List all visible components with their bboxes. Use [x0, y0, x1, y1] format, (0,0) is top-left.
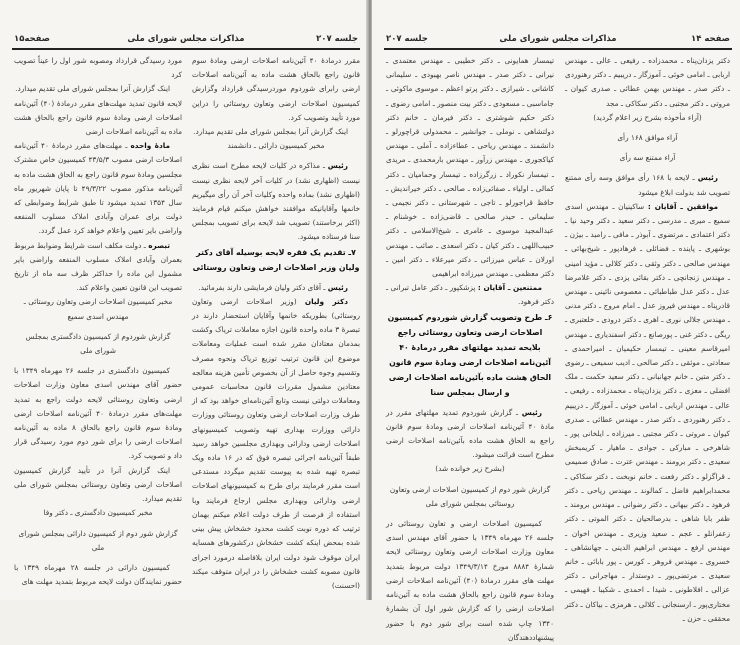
speaker-paragraph	[192, 281, 360, 295]
page-header	[384, 34, 732, 50]
left-page	[0, 0, 368, 600]
paragraph: مقرر درمادهٔ ۴۰ آئین‌نامه اصلاحات ارضی ومادهٔ سوم قانون راجع بالحاق هشت ماده به آئین‌نامه اصلاحات ارضی رابرای شوردوم موردرسیدگی قرارداد وگزارش کمیسیون اصلاحات ارضی وتعاون روستائی را دراین مورد تأیید وتصویب کرد.	[192, 56, 360, 122]
speech-text: (وزیر اصلاحات ارضی وتعاون روستائی) بطوریکه خانمها وآقایان استحضار دارند در تبصرهٔ ۳ ماده واحده قانون اجازه معاملات تریاک وکشت بمدمان معتادان مقرر شده است عملیات ومعاملات موضوع این قانون ترتیب توزیع تریاک ونحوه مصرف وتقسیم وجوه حاصل از آن بخصوص تأمین هزینه معالجه معتادین مشمول مقررات قانون محاسبات عمومی ومعاملات دولتی نیست وتابع آئین‌نامه‌ای خواهد بود که از طرف وزارت اصلاحات ارضی وتعاون روستائی ووزارت دارائی ووزارت بهداری تهیه وتصویب کمیسیونهای اصلاحات ارضی ودارائی وبهداری مجلسین خواهد رسید طبقاً آئین‌نامه اجرائی تبصره فوق که در ۱۶ ماده ویک تبصره تهیه شده به پیوست تقدیم میگردد مستدعی است مقرر فرمایند برای طرح به کمیسیونهای اصلاحات ارضی ودارائی وبهداری مجلس ارجاع فرمایند وبا استفاده از فرصت از طرف دولت اعلام میکنم بهمان ترتیب که دوره نوبت کشت محدود خشخاش پیش بینی شده بمحض اینکه کشت خشخاش درکشورهای همسایه ایران موقوف شود دولت ایران بلافاصله درمورد اجرای قانون مصوبه کشت خشخاش را در ایران متوقف میکند (احسنت)	[192, 296, 360, 590]
speaker-name: تبصره	[148, 240, 171, 250]
paragraph: کمیسیون اصلاحات ارضی و تعاون روستائی در جلسه ۲۶ مهرماه ۱۳۴۹ با حضور آقای مهندس اسدی معاون وزارت اصلاحات ارضی وتعاون روستائی لایحه شمارهٔ ۸۸۸۴ مورخ ۱۳۴۹/۳/۱۴ دولت مربوط بتمدید مهلت های مقرر درمادهٔ (۴۰) آئین‌نامه اصلاحات ارضی ومادهٔ سوم قانون راجع بالحاق هشت ماده به آئین‌نامه اصلاحات ارضی را که گزارش شور اول آن بشمارهٔ ۱۳۴۰ چاپ شده است برای شور دوم با حضور پیشنهاددهندگان	[386, 519, 555, 642]
speaker-paragraph	[565, 171, 730, 199]
paragraph: لایحه قانون تمدید مهلت‌های مقرر درمادهٔ (۴۰) آئین‌نامه اصلاحات ارضی ومادهٔ سوم قانون راجع بالحاق هشت ماده به آئین‌نامه اصلاحات ارضی	[14, 98, 182, 137]
speaker-paragraph	[192, 295, 360, 593]
paragraph: کمیسیون دارائی در جلسه ۲۸ مهرماه ۱۳۴۹ با حضور نمایندگان دولت لایحه مربوط بتمدید مهلت های	[14, 562, 182, 587]
session-number: جلسه ۲۰۷	[316, 34, 358, 44]
speech-text: ـ لایحه با ۱۶۸ رأی موافق وسه رأی ممتنع تصویب شد بدولت ابلاغ میشود	[565, 173, 730, 197]
paragraph: تیمسار همایونی ـ دکتر خطیبی ـ مهندس معتمدی ـ نیرانی ـ دکتر صدر ـ مهندس ناصر بهبودی ـ سلیمانی کاشانی ـ شیرازی ـ دکتر پرتو اعظم ـ موسوی ماکوئی ـ جاماسبی ـ مسعودی ـ دکتر بیت منصور ـ امامی رضوی ـ دکتر حکیم شوشتری ـ دکتر فیرمان ـ خانم دکتر دولتشاهی ـ نوملی ـ جوانشیر ـ محمدولی قراچورلو ـ دانشمند ـ مهندس ریاحی ـ عطاءزاده ـ آملی ـ مهندس کیاکجوری ـ مهندس زرآور ـ مهندس بارمحمدی ـ مریدی ـ تیمسار نکوراد ـ زرگرزاده ـ تیمسار وحمامیان ـ دکتر کمالی ـ اولیاء ـ صفائی‌زاده ـ صالحی ـ دکتر خیراندیش ـ حافظ قراجورلو ـ تاجی ـ شهرستانی ـ دکتر نجیمی ـ سلیمانی ـ حیدر صالحی ـ قاضی‌زاده ـ خوشنام ـ عبدالمجید موسوی ـ عامری ـ شیخ‌الاسلامی ـ دکتر حبیب‌اللهی ـ دکتر کیان ـ دکتر اسعدی ـ صائب ـ مهندس اورلان ـ عباس میرزائی ـ دکتر میرعلاء ـ دکتر امین ـ دکتر معظمی ـ مهندس میرزاده ابراهیمی	[386, 56, 554, 279]
speaker-name: موافقین ـ آقایان :	[647, 201, 718, 211]
paragraph: مورد رسیدگی قرارداد ومصوبه شور اول را عیناً تصویب کرد	[14, 56, 182, 80]
speaker-name: رئیس	[697, 173, 718, 183]
paragraph: دکتر یزدان‌پناه ـ محمدزاده ـ رفیعی ـ عالی ـ مهندس اربابی ـ امامی خوئی ـ آموزگار ـ دریبیم ـ دکتر رهنوردی ـ دکتر صدر ـ مهندس بهمن عطائی ـ صدری کیوان ـ مروتی ـ دکتر مجتبی ـ دکتر سکاکی ـ مجد	[565, 56, 730, 108]
centered-line: مخبر کمیسیون اصلاحات ارضی وتعاون روستائی ـ مهندس اسدی سمیع	[23, 297, 173, 321]
paragraph: کمیسیون دادگستری در جلسه ۲۶ مهرماه ۱۳۴۹ با حضور آقای مهندس اسدی معاون وزارت اصلاحات ارضی وتعاون روستائی لایحه دولت راجع به تمدید مهلت‌های مقرر درمادهٔ ۴۰ آئین‌نامه اصلاحات ارضی ومادهٔ سوم قانون راجع بالحاق ۸ ماده به آئین‌نامه اصلاحات ارضی را برای شور دوم مورد رسیدگی قرار داد و تصویب کرد.	[14, 366, 182, 461]
speech-text: پزشکپور ـ دکتر عامل تبرانی ـ دکتر فرهود.	[386, 283, 554, 307]
centered-line: گزارش شور دوم از کمیسیون اصلاحات ارضی وتعاون روستائی بمجلس شورای ملی	[389, 484, 551, 508]
page-header	[12, 34, 360, 50]
centered-line: مخبر کمیسیون دادگستری ـ دکتر وفا	[43, 508, 153, 518]
publication-title: مذاکرات مجلس شورای ملی	[127, 34, 245, 44]
text-column-left	[386, 54, 554, 645]
speaker-paragraph	[565, 200, 730, 626]
speaker-name: رئیس	[327, 161, 348, 171]
paragraph: اینک گزارش آنرا در تأیید گزارش کمیسیون اصلاحات ارضی وتعاون روستائی بمجلس شورای ملی تقدیم میدارد.	[14, 465, 182, 504]
centered-line: (آراء مأخوذه بشرح زیر اعلام گردید)	[593, 112, 702, 122]
centered-line: گزارش شور دوم از کمیسیون دارائی بمجلس شورای ملی	[18, 528, 178, 552]
centered-line: گزارش شوردوم از کمیسیون دادگستری بمجلس شورای ملی	[25, 331, 171, 356]
speech-text: ـ مهلت‌های مقرر درمادهٔ ۴۰ آئین‌نامه اصلاحات ارضی مصوب ۴۳/۵/۳ کمیسیون خاص مشترک مجلسین ومادهٔ سوم قانون راجع به الحاق هشت ماده به آئین‌نامه مذکور مصوب ۴۹/۳/۲۲ تا پایان شهریور ماه سال ۱۳۵۴ تمدید میشود تا طبق شرایط وضوابطی که دولت برای عمران وآبادی املاک مسلوب المنفعه واراضی بایر تعیین واعلام خواهد کرد عمل گردد.	[14, 141, 182, 236]
speech-text: ـ گزارش شوردوم تمدید مهلتهای مقرر در مادهٔ ۴۰ آئین‌نامه اصلاحات ارضی ومادهٔ سوم قانون راجع به الحاق هشت ماده بآئین‌نامه اصلاحات ارضی مطرح است قرائت میشود.	[386, 407, 554, 460]
session-number: جلسه ۲۰۷	[386, 34, 428, 44]
speaker-name: دکتر ولیان	[304, 296, 348, 306]
speaker-paragraph	[386, 406, 554, 463]
speaker-paragraph	[192, 159, 360, 244]
speaker-name: مادهٔ واحده	[130, 141, 170, 151]
speaker-name: ممتنعین ـ آقایان :	[477, 283, 542, 293]
centered-line: آراء موافق ۱۶۸ رأی	[617, 133, 678, 143]
section-heading: ۷ـ تقدیم یک فقره لایحه بوسیله آقای دکتر ولیان وزیر اصلاحات ارضی وتعاون روستائی	[192, 247, 360, 272]
text-column-right	[565, 54, 730, 626]
speaker-paragraph	[386, 281, 554, 309]
text-column-right	[192, 54, 360, 593]
page-number: صفحه ۱۴	[691, 34, 730, 44]
speaker-name: رئیس	[327, 282, 348, 292]
speaker-name: رئیس	[521, 407, 542, 417]
speech-text: ـ مذاکره در کلیات لایحه مطرح است نظری نیست (اظهاری نشد) در کلیات آخر لایحه نظری نیست (اظهاری نشد) بماده واحده وکلیات آخر آن رأی میگیریم خانمها وآقایانیکه موافقند خواهش میکنم قیام فرمایند (اکثر برخاستند) تصویب شد لایحه برای تصویب بمجلس سنا فرستاده میشود.	[192, 161, 360, 242]
speech-text: ساکینیان ـ مهندس اسدی سمیع ـ میری ـ مدرسی ـ دکتر سعید ـ دکتر وحید نیا ـ دکتر اعتمادی ـ مرتضوی ـ آبوذر ـ مافی ـ رامبد ـ بیژن ـ بوشهری ـ پاینده ـ فضائلی ـ فرهادپور ـ شیخ‌بهائی ـ مهندس صالحی ـ دکتر وثقی ـ دکتر کلالی ـ مؤید امینی ـ مهندس زنجانچی ـ دکتر بقائی یزدی ـ دکتر غلامرضا عدل ـ دکتر عدل طباطبائی ـ معصومی نائینی ـ مهندس قادرپناه ـ مهندس فیروز عدل ـ امام مروج ـ دکتر مدنی ـ مهندس جلالی نوری ـ اهری ـ دکتر درودی ـ خلعتبری ـ ریگی ـ دکتر غنی ـ پورصانع ـ دکتر اسفندیاری ـ مهندس امیرقاسم معینی ـ تیمسار حکیمیان ـ امیراحمدی ـ سعادتی ـ موثقی ـ دکتر صالحی ـ ادیب سمیعی ـ رضوی ـ دکتر متین ـ خانم جهانبانی ـ دکتر سعید حکمت ـ ملک افضلی ـ معزی ـ دکتر یزدان‌پناه ـ محمدزاده ـ رفیعی ـ عالی ـ مهندس اربابی ـ امامی خوئی ـ آموزگار ـ دریبیم ـ دکتر رهنوردی ـ دکتر صدر ـ مهندس عطائی ـ صدری کیوان ـ مروتی ـ دکتر مجتبی ـ میرزاده ـ ایلخانی پور ـ شاهرخی ـ مبارکی ـ جوادی ـ ماهیار ـ کریمبخش سعیدی ـ دکتر برومند ـ مهندس عترت ـ صادق صمیمی ـ قراگزلو ـ دکتر رفعت ـ خانم نوبخت ـ دکتر سکاکی ـ محمدابراهیم فاضل ـ کمالوند ـ مهندس ریاحی ـ دکتر فرهود ـ دکتر بیهانی ـ دکتر رضوانی ـ مهندس برومند ـ ظفر بابا شاهی ـ بدرصالحیان ـ دکتر الموتی ـ دکتر زعفرانلو ـ عجم ـ سعید وزیری ـ مهندس اخوان ـ مهندس ارفع ـ مهندس ابراهیم الدینی ـ جهانشاهی ـ خسروی ـ مهندس فروهر ـ کورس ـ پور بابائی ـ خانم سعیدی ـ مرتضی‌پور ـ دوستدار ـ مهاجرانی ـ دکتر عزالی ـ افلاطونی ـ شیدا ـ احمدی ـ شکیبا ـ فهیمی ـ مختاری‌پور ـ ارسنجانی ـ کلالی ـ هرمزی ـ بیاکان ـ دکتر محققی ـ حزن ـ	[565, 201, 730, 623]
paragraph: اینک گزارش آنرا بمجلس شورای ملی تقدیم میدارد.	[15, 84, 170, 94]
speaker-paragraph	[14, 139, 182, 238]
publication-title: مذاکرات مجلس شورای ملی	[499, 34, 617, 44]
speech-text: ـ آقای دکتر ولیان فرمایشی دارند بفرمائید.	[198, 282, 326, 292]
paragraph: اینک گزارش آنرا بمجلس شورای ملی تقدیم میدارد.	[193, 127, 348, 137]
speech-text: ـ دولت مکلف است شرایط وضوابط مربوط بعمران وآبادی املاک مسلوب المنفعه واراضی بایر مشمول این ماده را حداکثر ظرف سه ماه از تاریخ تصویب این قانون تعیین واعلام کند.	[14, 240, 182, 293]
centered-line: مخبر کمیسیون دارائی ـ دانشمند	[227, 141, 325, 151]
centered-line: (بشرح زیر خوانده شد)	[435, 464, 505, 474]
centered-line: آراء ممتنع سه رأی	[619, 153, 676, 163]
speaker-paragraph	[14, 239, 182, 296]
section-heading: ۶ـ طرح وتصویب گزارش شوردوم کمیسیون اصلاحات ارضی وتعاون روستائی راجع بلایحه تمدید مهلتهای مقرر درمادهٔ ۴۰ آئین‌نامه اصلاحات ارضی ومادهٔ سوم قانون الحاق هشت ماده بآئین‌نامه اصلاحات ارضی و ارسال بمجلس سنا	[387, 312, 553, 397]
text-column-left	[14, 54, 182, 589]
right-page	[372, 0, 740, 642]
page-number: صفحه۱۵	[14, 34, 51, 44]
